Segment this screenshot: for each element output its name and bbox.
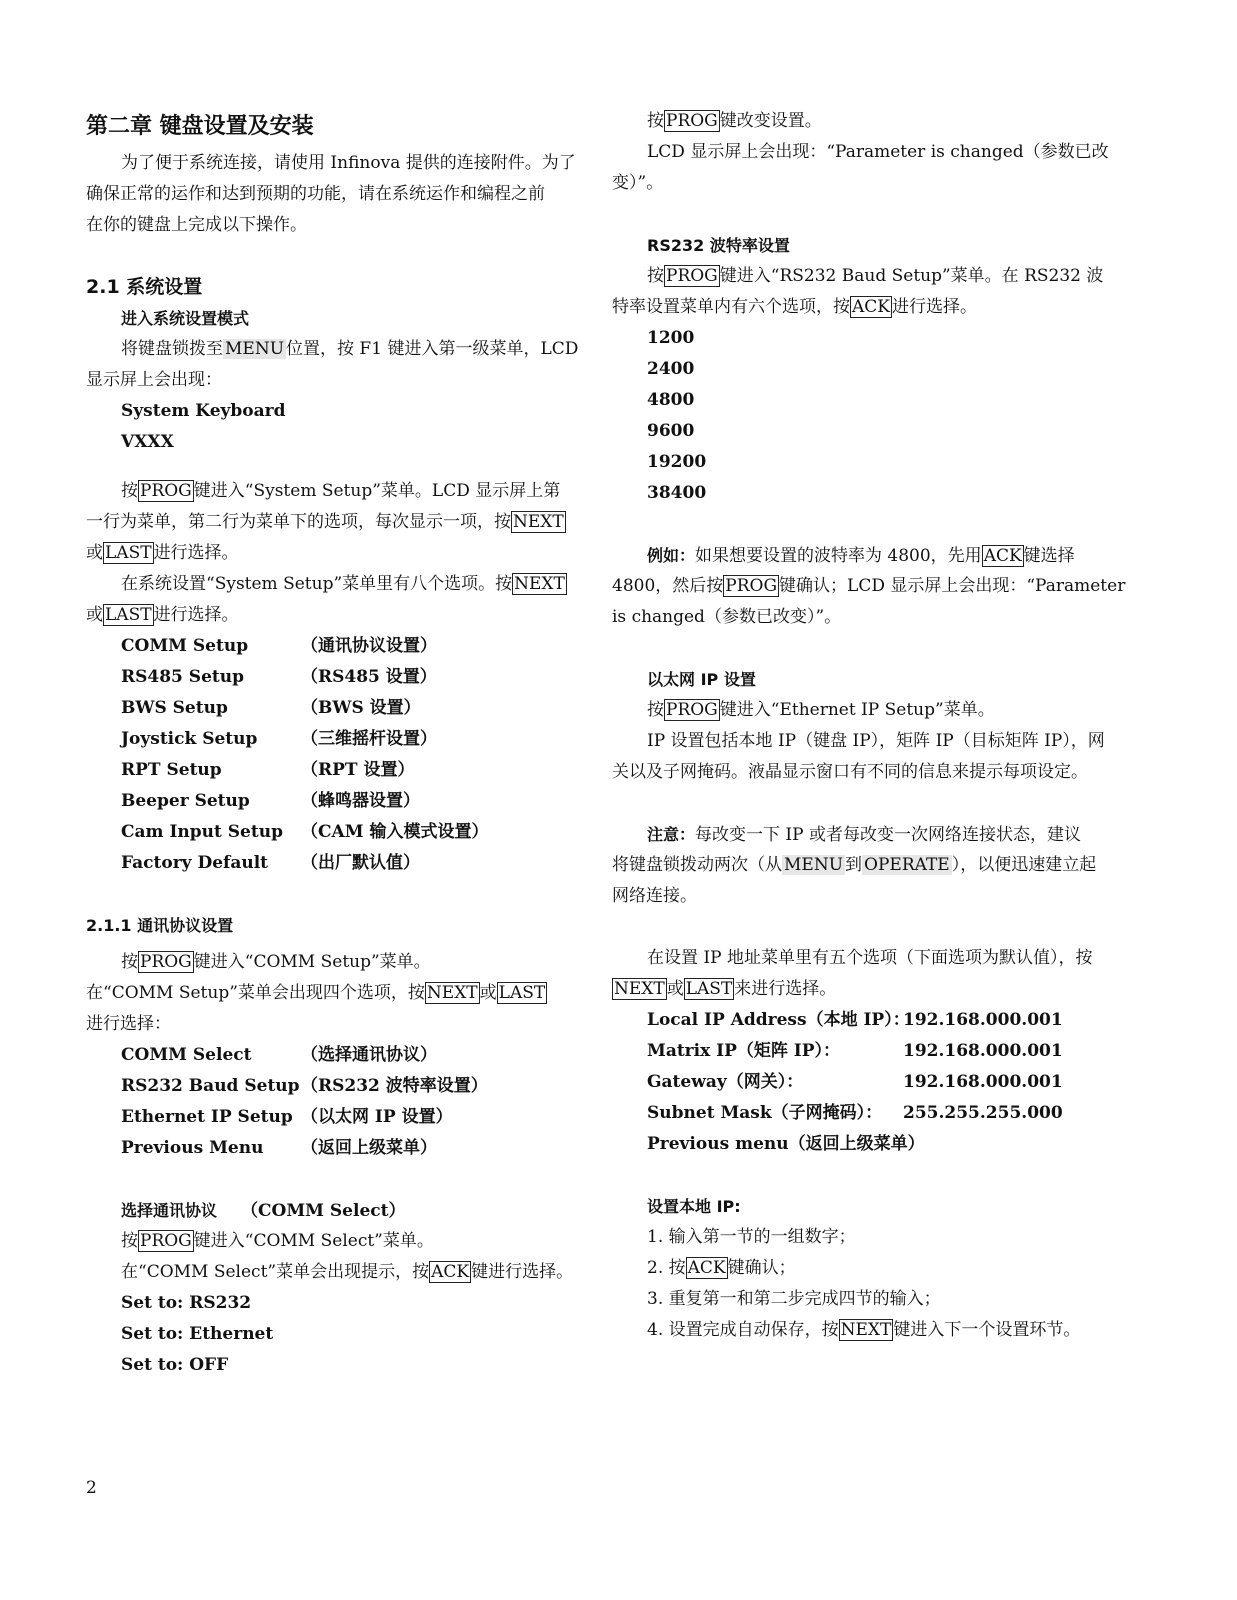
next-key: NEXT [513,512,564,532]
comm-instruction: 按 PROG 键进入“COMM Setup”菜单。 [121,952,431,972]
set-option: Set to: RS232 [121,1293,252,1313]
lcd-line: VXXX [121,432,174,452]
prog-key: PROG [140,952,192,972]
right-column [612,106,1126,1346]
step-line: 1. 输入第一节的一组数字； [647,1227,856,1247]
ack-key: ACK [983,546,1022,566]
set-option: Set to: Ethernet [121,1324,274,1344]
example-line: 4800，然后按 PROG 键确认；LCD 显示屏上会出现：“Parameter [612,576,1126,596]
baud-rate: 1200 [647,328,695,348]
prog-instruction: 按 PROG 键进入“System Setup”菜单。LCD 显示屏上第 [121,481,561,501]
ip-setting: Subnet Mask（子网掩码）： 255.255.255.000 [647,1103,1063,1123]
step-line: 2. 按 ACK 键确认； [647,1258,796,1278]
set-option: Set to: OFF [121,1355,229,1375]
baud-rate: 38400 [647,483,707,503]
section-title: 2.1 系统设置 [86,276,203,298]
last-key: LAST [105,543,152,563]
ip-intro: 在设置 IP 地址菜单里有五个选项（下面选项为默认值），按 [647,948,1093,968]
baud-rate: 19200 [647,452,707,472]
menu-instruction: 将键盘锁拨至 MENU 位置，按 F1 键进入第一级菜单，LCD [121,339,579,359]
ack-key: ACK [852,297,890,317]
baud-instruction: 按 PROG 键进入“RS232 Baud Setup”菜单。在 RS232 波 [647,266,1104,286]
prog-key: PROG [140,1231,192,1251]
step-line: 4. 设置完成自动保存，按 NEXT 键进入下一个设置环节。 [647,1320,1081,1340]
ethernet-heading: 以太网 IP 设置 [647,670,756,689]
step-line: 3. 重复第一和第二步完成四节的输入； [647,1289,941,1309]
ack-key: ACK [431,1262,470,1282]
intro-line: 确保正常的运作和达到预期的功能，请在系统运作和编程之前 [86,184,545,204]
intro-line: 为了便于系统连接，请使用 Infinova 提供的连接附件。为了 [121,153,576,173]
last-key: LAST [685,979,733,999]
comm-menu-list [86,1040,576,1164]
note-line: 将键盘锁拨动两次（从 MENU 到 OPERATE ），以便迅速建立起 [612,855,1097,875]
lcd-changed-line: 变）”。 [612,173,664,193]
ack-key: ACK [687,1258,726,1278]
prog-key: PROG [725,576,778,596]
page-number: 2 [86,1478,97,1498]
set-local-ip-heading: 设置本地 IP: [647,1197,741,1216]
menu-option: Beeper Setup （蜂鸣器设置） [121,791,420,811]
menu-position-key: MENU [784,855,844,875]
ethernet-description: IP 设置包括本地 IP（键盘 IP），矩阵 IP（目标矩阵 IP），网 [647,731,1105,751]
menu-option: COMM Setup （通讯协议设置） [121,636,437,656]
menu-position-key: MENU [225,339,285,359]
comm-instruction-cont: 进行选择： [86,1014,171,1034]
note-line: 注意：每改变一下 IP 或者每改变一次网络连接状态，建议 [647,825,1081,845]
ip-intro-cont: NEXT 或 LAST 来进行选择。 [614,979,837,999]
ip-setting: Matrix IP（矩阵 IP）： 192.168.000.001 [647,1041,1063,1061]
prog-change-instruction: 按 PROG 键改变设置。 [647,111,822,131]
prog-instruction-cont: 一行为菜单，第二行为菜单下的选项，每次显示一项，按 NEXT [86,512,564,532]
chapter-title: 第二章 键盘设置及安装 [86,114,314,139]
menu-option: Ethernet IP Setup （以太网 IP 设置） [121,1107,453,1127]
menu-option: RS232 Baud Setup （RS232 波特率设置） [121,1076,488,1096]
left-column [86,106,579,1381]
baud-rate: 9600 [647,421,695,441]
last-key: LAST [498,983,546,1003]
baud-instruction-cont: 特率设置菜单内有六个选项，按 ACK 进行选择。 [612,297,977,317]
next-key: NEXT [514,574,565,594]
comm-select-instruction: 在“COMM Select”菜单会出现提示，按 ACK 键进行选择。 [121,1262,574,1282]
baud-heading: RS232 波特率设置 [647,236,790,255]
example-line: is changed（参数已改变）”。 [612,607,842,627]
baud-rate: 4800 [647,390,695,410]
operate-position-key: OPERATE [864,855,950,875]
prog-key: PROG [666,700,718,720]
prog-instruction-cont: 或 LAST 进行选择。 [86,543,239,563]
system-setup-instruction: 在系统设置“System Setup”菜单里有八个选项。按 NEXT [121,574,565,594]
lcd-changed-line: LCD 显示屏上会出现：“Parameter is changed（参数已改 [647,142,1109,162]
comm-select-instruction: 按 PROG 键进入“COMM Select”菜单。 [121,1231,434,1251]
menu-option: Joystick Setup （三维摇杆设置） [121,729,437,749]
comm-instruction-cont: 在“COMM Setup”菜单会出现四个选项，按 NEXT 或 LAST [86,983,546,1003]
ip-setting-previous: Previous menu（返回上级菜单） [647,1134,925,1154]
note-line: 网络连接。 [612,886,697,906]
baud-rate: 2400 [647,359,695,379]
system-setup-instruction-cont: 或 LAST 进行选择。 [86,605,239,625]
menu-option: Factory Default （出厂默认值） [121,853,420,873]
comm-select-heading: 选择通讯协议 （COMM Select） [121,1201,406,1221]
system-menu-list [86,631,576,879]
menu-option: COMM Select （选择通讯协议） [121,1045,437,1065]
menu-option: RS485 Setup （RS485 设置） [121,667,437,687]
last-key: LAST [105,605,152,625]
enter-mode-heading: 进入系统设置模式 [121,309,250,328]
prog-key: PROG [666,266,718,286]
next-key: NEXT [840,1320,892,1340]
ethernet-description: 关以及子网掩码。液晶显示窗口有不同的信息来提示每项设定。 [612,762,1088,782]
prog-key: PROG [666,111,718,131]
ip-setting: Gateway（网关）： 192.168.000.001 [647,1072,1063,1092]
lcd-line: System Keyboard [121,401,286,421]
menu-option: BWS Setup （BWS 设置） [121,698,421,718]
next-key: NEXT [426,983,478,1003]
next-key: NEXT [614,979,665,999]
ip-settings-list [612,1005,1108,1160]
menu-option: Cam Input Setup （CAM 输入模式设置） [121,822,489,842]
menu-instruction-cont: 显示屏上会出现： [86,370,222,390]
baud-rate-list [612,323,1108,509]
menu-option: RPT Setup （RPT 设置） [121,760,415,780]
prog-key: PROG [140,481,192,501]
subsection-title: 2.1.1 通讯协议设置 [86,916,234,935]
ethernet-instruction: 按 PROG 键进入“Ethernet IP Setup”菜单。 [647,700,995,720]
intro-line: 在你的键盘上完成以下操作。 [86,215,307,235]
example-line: 例如：如果想要设置的波特率为 4800，先用 ACK 键选择 [647,546,1075,566]
ip-setting: Local IP Address（本地 IP）： 192.168.000.001 [647,1010,1063,1030]
menu-option: Previous Menu （返回上级菜单） [121,1138,437,1158]
